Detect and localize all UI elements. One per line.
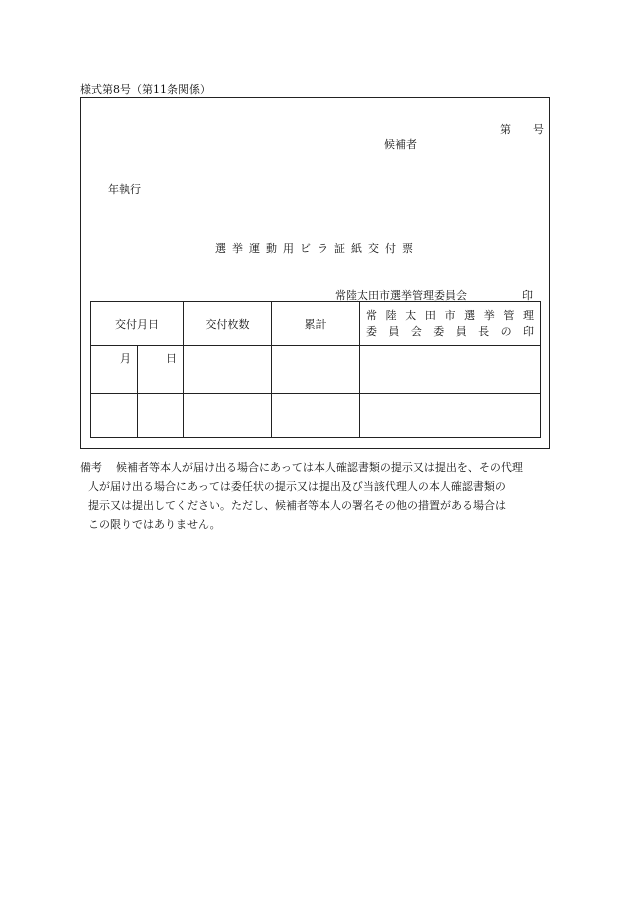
cell-seal[interactable] <box>360 346 541 394</box>
issuer-seal-mark: 印 <box>522 289 533 302</box>
table-header-row <box>91 302 541 346</box>
table-row <box>91 346 541 394</box>
header-chair-seal <box>360 302 541 346</box>
header-chair-seal-line1: 常陸太田市選挙管理 <box>366 308 534 322</box>
candidate-label: 候補者 <box>384 138 417 151</box>
form-label: 様式第8号（第11条関係） <box>80 83 211 96</box>
cell-total[interactable] <box>272 346 360 394</box>
issue-table <box>90 301 541 438</box>
form-title: 選挙運動用ビラ証紙交付票 <box>215 242 419 255</box>
number-go: 号 <box>533 123 544 136</box>
issuer-name: 常陸太田市選挙管理委員会 <box>335 289 467 302</box>
header-issue-count: 交付枚数 <box>184 302 272 346</box>
cell-seal[interactable] <box>360 394 541 438</box>
remarks-line-1: 候補者等本人が届け出る場合にあっては本人確認書類の提示又は提出を、その代理 <box>116 461 523 474</box>
election-label: 年執行 <box>108 183 141 196</box>
remarks-line-2: 人が届け出る場合にあっては委任状の提示又は提出及び当該代理人の本人確認書類の <box>88 480 506 493</box>
cell-count[interactable] <box>184 346 272 394</box>
cell-month[interactable] <box>91 394 138 438</box>
table-row <box>91 394 541 438</box>
remarks-heading: 備考 <box>80 461 102 474</box>
cell-month[interactable]: 月 <box>91 346 138 394</box>
header-issue-date: 交付月日 <box>91 302 184 346</box>
header-chair-seal-line2: 委員会委員長の印 <box>366 324 534 338</box>
cell-count[interactable] <box>184 394 272 438</box>
number-line <box>500 121 544 137</box>
remarks-line-3: 提示又は提出してください。ただし、候補者等本人の署名その他の措置がある場合は <box>88 499 506 512</box>
header-total: 累計 <box>272 302 360 346</box>
remarks-line-4: この限りではありません。 <box>88 518 221 531</box>
cell-day[interactable]: 日 <box>138 346 184 394</box>
cell-total[interactable] <box>272 394 360 438</box>
cell-day[interactable] <box>138 394 184 438</box>
number-dai: 第 <box>500 123 511 136</box>
